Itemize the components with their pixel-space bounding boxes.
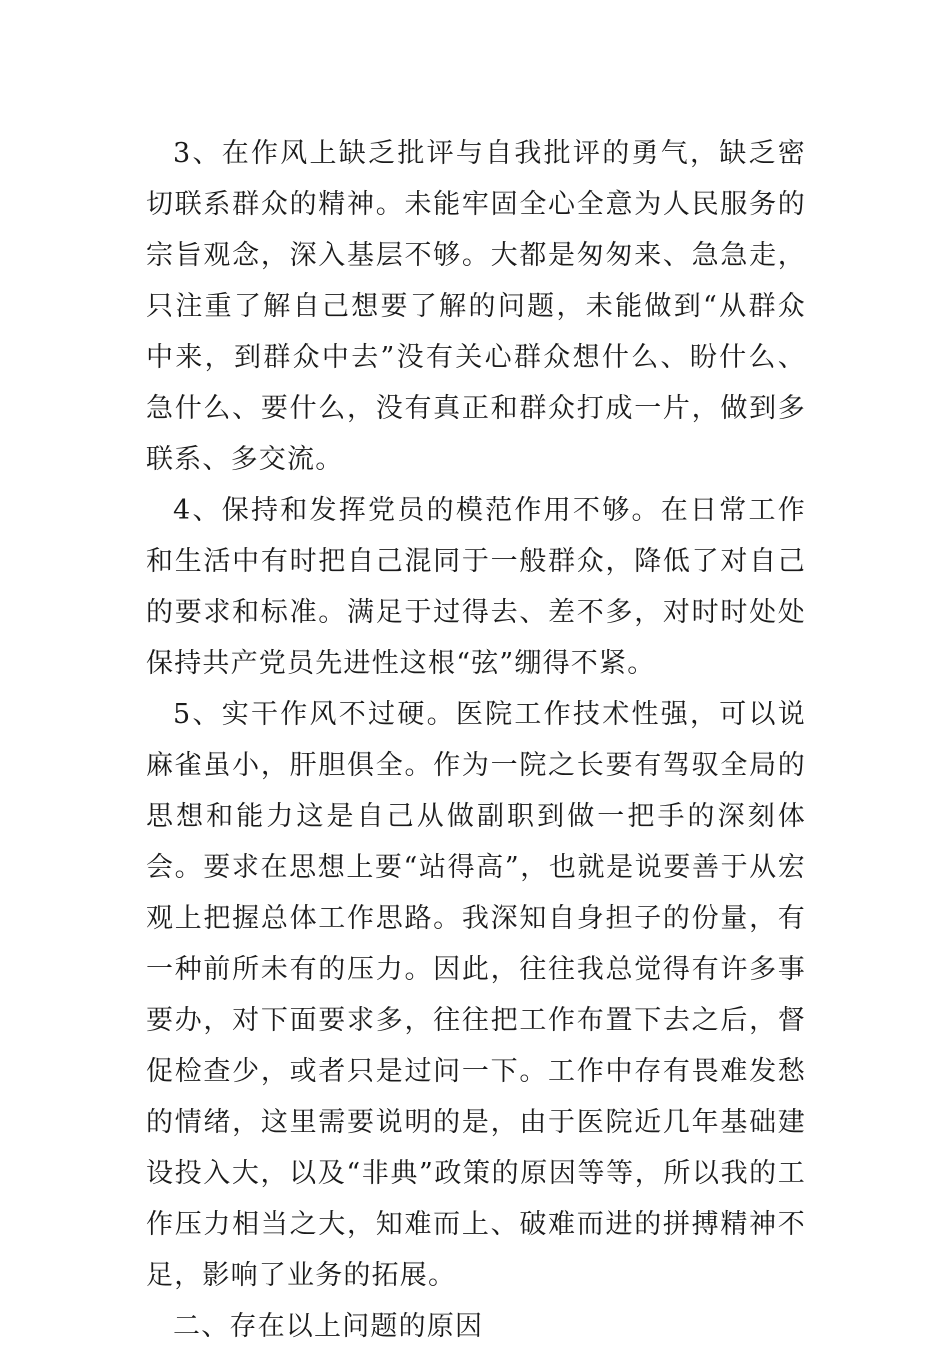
- document-body: [146, 128, 806, 1352]
- section-heading-causes: 二、存在以上问题的原因: [173, 1311, 484, 1342]
- paragraph-item-5: 5、实干作风不过硬。医院工作技术性强，可以说麻雀虽小，肝胆俱全。作为一院之长要有驾驭全局的思想和能力这是自己从做副职到做一把手的深刻体会。要求在思想上要“站得高”，也就是说要善于从宏观上把握总体工作思路。我深知自身担子的份量，有一种前所未有的压力。因此，往往我总觉得有许多事要办，对下面要求多，往往把工作布置下去之后，督促检查少，或者只是过问一下。工作中存有畏难发愁的情绪，这里需要说明的是，由于医院近几年基础建设投入大，以及“非典”政策的原因等等，所以我的工作压力相当之大，知难而上、破难而进的拼搏精神不足，影响了业务的拓展。: [146, 699, 806, 1291]
- paragraph-item-4: 4、保持和发挥党员的模范作用不够。在日常工作和生活中有时把自己混同于一般群众，降低了对自己的要求和标准。满足于过得去、差不多，对时时处处保持共产党员先进性这根“弦”绷得不紧。: [146, 495, 806, 679]
- paragraph-item-3: 3、在作风上缺乏批评与自我批评的勇气，缺乏密切联系群众的精神。未能牢固全心全意为人民服务的宗旨观念，深入基层不够。大都是匆匆来、急急走，只注重了解自己想要了解的问题，未能做到“从群众中来，到群众中去”没有关心群众想什么、盼什么、急什么、要什么，没有真正和群众打成一片，做到多联系、多交流。: [146, 138, 806, 475]
